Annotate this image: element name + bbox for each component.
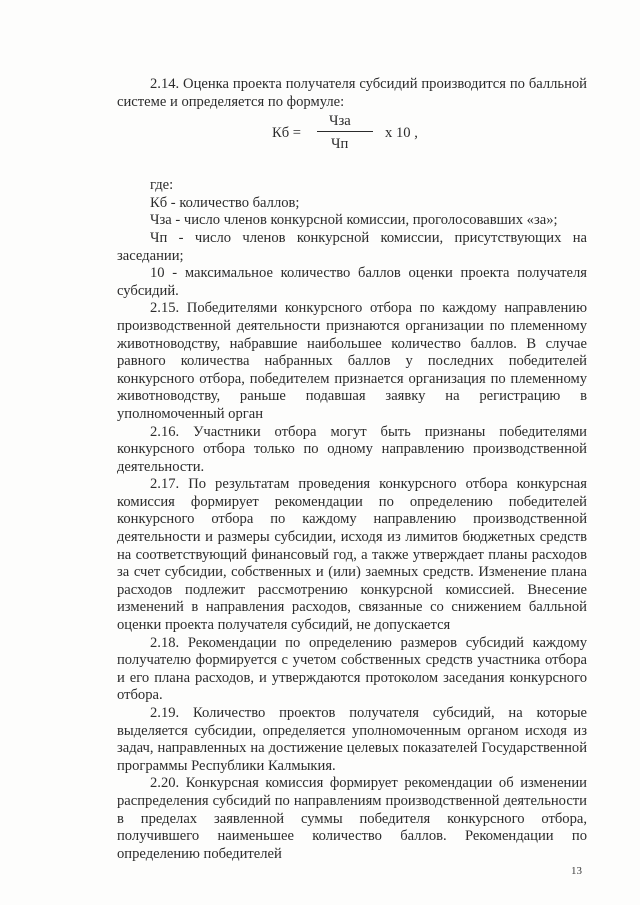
score-formula <box>117 111 587 157</box>
formula-lhs: Кб = <box>272 125 302 142</box>
definition-kb: Кб - количество баллов; <box>150 194 300 211</box>
formula-rhs: x 10 , <box>385 125 418 142</box>
paragraph-2-19: 2.19. Количество проектов получателя субсидий, на которые выделяется субсидии, определяется уполномоченным органом исходя из задач, направленных на достижение целевых показателей Государственной программы Республики Калмыкия. <box>117 705 587 774</box>
definition-chza: Чза - число членов конкурсной комиссии, проголосовавших «за»; <box>150 212 558 229</box>
formula-denominator: Чп <box>331 136 349 153</box>
fraction-bar <box>317 131 373 132</box>
where-label: где: <box>150 177 174 194</box>
paragraph-2-18: 2.18. Рекомендации по определению размеров субсидий каждому получателю формируется с учетом собственных средств участника отбора и его плана расходов, и утверждаются протоколом заседания конкурсного отбора. <box>117 634 587 704</box>
paragraph-2-17: 2.17. По результатам проведения конкурсного отбора конкурсная комиссия формирует рекомендации по определению победителей конкурсного отбора по каждому направлению производственной деятельности и размеры субсидии, исходя из лимитов бюджетных средств на соответствующий финансовый год, а также утверждает планы расходов за счет субсидии, собственных и (или) заемных средств. Изменение плана расходов подлежит рассмотрению конкурсной комиссией. Внесение изменений в направления расходов, связанные со снижением балльной оценки проекта получателя субсидий, не допускается <box>117 476 587 634</box>
definition-chp: Чп - число членов конкурсной комиссии, присутствующих на заседании; <box>117 229 587 264</box>
paragraph-2-16: 2.16. Участники отбора могут быть признаны победителями конкурсного отбора только по одному направлению производственной деятельности. <box>117 423 587 475</box>
paragraph-2-20: 2.20. Конкурсная комиссия формирует рекомендации об изменении распределения субсидий по направлениям производственной деятельности в пределах заявленной суммы победителя конкурсного отбора, получившего наименьшее количество баллов. Рекомендации по определению победителей <box>117 775 587 862</box>
page-number: 13 <box>571 865 582 877</box>
definition-10: 10 - максимальное количество баллов оценки проекта получателя субсидий. <box>117 265 587 299</box>
spacer <box>117 157 587 177</box>
formula-numerator: Чза <box>329 113 351 130</box>
paragraph-2-15: 2.15. Победителями конкурсного отбора по каждому направлению производственной деятельности признаются организации по племенному животноводству, набравшие наибольшее количество баллов. В случае равного количества набранных баллов у последних победителей конкурсного отбора, победителем признается организация по племенному животноводству, раньше подавшая заявку на регистрацию в уполномоченный орган <box>117 300 587 422</box>
paragraph-2-14: 2.14. Оценка проекта получателя субсидий производится по балльной системе и определяется по формуле: <box>117 76 587 110</box>
document-body <box>117 76 587 863</box>
